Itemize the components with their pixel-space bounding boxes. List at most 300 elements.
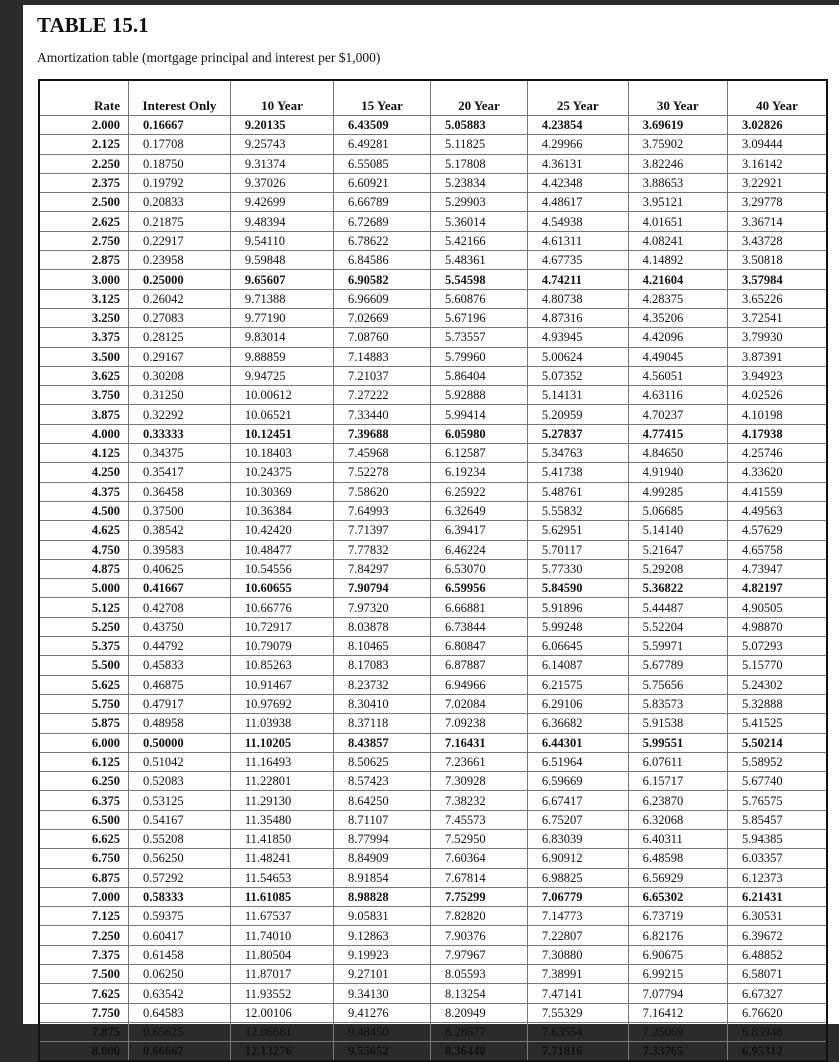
value-cell: 11.22801 [230, 772, 333, 791]
value-cell: 3.22921 [728, 173, 827, 192]
rate-cell: 7.500 [39, 965, 128, 984]
value-cell: 8.03878 [334, 617, 431, 636]
value-cell: 8.17083 [334, 656, 431, 675]
value-cell: 6.67327 [728, 984, 827, 1003]
value-cell: 6.90582 [334, 270, 431, 289]
value-cell: 0.21875 [128, 212, 230, 231]
rate-cell: 5.375 [39, 637, 128, 656]
value-cell: 6.95312 [728, 1042, 827, 1061]
value-cell: 7.30928 [430, 772, 527, 791]
value-cell: 10.85263 [230, 656, 333, 675]
rate-cell: 2.375 [39, 173, 128, 192]
value-cell: 3.95121 [628, 193, 727, 212]
value-cell: 6.78622 [334, 231, 431, 250]
value-cell: 0.63542 [128, 984, 230, 1003]
rate-cell: 7.000 [39, 887, 128, 906]
value-cell: 10.12451 [230, 424, 333, 443]
value-cell: 9.05831 [334, 907, 431, 926]
value-cell: 4.99285 [628, 482, 727, 501]
rate-cell: 4.750 [39, 540, 128, 559]
value-cell: 4.84650 [628, 444, 727, 463]
table-row [39, 579, 827, 598]
value-cell: 7.45968 [334, 444, 431, 463]
value-cell: 0.16667 [128, 116, 230, 135]
rate-cell: 5.500 [39, 656, 128, 675]
value-cell: 7.07794 [628, 984, 727, 1003]
value-cell: 5.84590 [527, 579, 628, 598]
rate-cell: 6.125 [39, 752, 128, 771]
value-cell: 6.48852 [728, 945, 827, 964]
value-cell: 11.03938 [230, 714, 333, 733]
value-cell: 5.29903 [430, 193, 527, 212]
value-cell: 9.27101 [334, 965, 431, 984]
value-cell: 11.93552 [230, 984, 333, 1003]
value-cell: 6.96609 [334, 289, 431, 308]
value-cell: 6.43509 [334, 116, 431, 135]
value-cell: 5.55832 [527, 501, 628, 520]
value-cell: 5.60876 [430, 289, 527, 308]
rate-cell: 4.250 [39, 463, 128, 482]
value-cell: 5.99248 [527, 617, 628, 636]
table-row [39, 405, 827, 424]
value-cell: 3.57984 [728, 270, 827, 289]
value-cell: 5.58952 [728, 752, 827, 771]
value-cell: 0.18750 [128, 154, 230, 173]
value-cell: 4.90505 [728, 598, 827, 617]
rate-cell: 5.875 [39, 714, 128, 733]
value-cell: 5.21647 [628, 540, 727, 559]
value-cell: 12.06681 [230, 1022, 333, 1041]
value-cell: 5.36014 [430, 212, 527, 231]
value-cell: 6.25922 [430, 482, 527, 501]
table-row [39, 849, 827, 868]
rate-cell: 6.250 [39, 772, 128, 791]
value-cell: 9.55652 [334, 1042, 431, 1061]
value-cell: 5.07293 [728, 637, 827, 656]
value-cell: 7.16431 [430, 733, 527, 752]
value-cell: 10.18403 [230, 444, 333, 463]
table-row [39, 193, 827, 212]
value-cell: 5.70117 [527, 540, 628, 559]
table-row [39, 772, 827, 791]
value-cell: 5.59971 [628, 637, 727, 656]
value-cell: 0.25000 [128, 270, 230, 289]
value-cell: 6.59669 [527, 772, 628, 791]
value-cell: 3.36714 [728, 212, 827, 231]
value-cell: 10.60655 [230, 579, 333, 598]
value-cell: 7.52950 [430, 829, 527, 848]
table-row [39, 540, 827, 559]
value-cell: 6.83039 [527, 829, 628, 848]
value-cell: 6.67417 [527, 791, 628, 810]
value-cell: 5.92888 [430, 386, 527, 405]
value-cell: 0.59375 [128, 907, 230, 926]
value-cell: 4.35206 [628, 308, 727, 327]
value-cell: 6.36682 [527, 714, 628, 733]
value-cell: 6.39417 [430, 521, 527, 540]
value-cell: 7.30880 [527, 945, 628, 964]
table-row [39, 366, 827, 385]
value-cell: 7.90794 [334, 579, 431, 598]
value-cell: 5.75656 [628, 675, 727, 694]
value-cell: 3.65226 [728, 289, 827, 308]
rate-cell: 5.250 [39, 617, 128, 636]
value-cell: 8.10465 [334, 637, 431, 656]
value-cell: 10.48477 [230, 540, 333, 559]
rate-cell: 4.125 [39, 444, 128, 463]
table-row [39, 733, 827, 752]
value-cell: 3.88653 [628, 173, 727, 192]
table-row [39, 501, 827, 520]
value-cell: 9.65607 [230, 270, 333, 289]
value-cell: 4.98870 [728, 617, 827, 636]
value-cell: 6.99215 [628, 965, 727, 984]
value-cell: 6.44301 [527, 733, 628, 752]
value-cell: 6.14087 [527, 656, 628, 675]
value-cell: 4.01651 [628, 212, 727, 231]
value-cell: 8.84909 [334, 849, 431, 868]
rate-cell: 2.500 [39, 193, 128, 212]
value-cell: 0.23958 [128, 251, 230, 270]
rate-cell: 5.000 [39, 579, 128, 598]
value-cell: 3.87391 [728, 347, 827, 366]
value-cell: 7.06779 [527, 887, 628, 906]
value-cell: 9.88859 [230, 347, 333, 366]
table-row [39, 231, 827, 250]
value-cell: 5.67196 [430, 308, 527, 327]
value-cell: 8.23732 [334, 675, 431, 694]
value-cell: 0.44792 [128, 637, 230, 656]
rate-cell: 2.750 [39, 231, 128, 250]
value-cell: 3.75902 [628, 135, 727, 154]
value-cell: 0.52083 [128, 772, 230, 791]
value-cell: 4.82197 [728, 579, 827, 598]
table-subtitle: Amortization table (mortgage principal and interest per $1,000) [37, 50, 381, 65]
table-row [39, 308, 827, 327]
value-cell: 4.02526 [728, 386, 827, 405]
rate-cell: 6.375 [39, 791, 128, 810]
value-cell: 6.21575 [527, 675, 628, 694]
column-header: 15 Year [334, 80, 431, 116]
value-cell: 6.87887 [430, 656, 527, 675]
value-cell: 5.32888 [728, 694, 827, 713]
value-cell: 4.42096 [628, 328, 727, 347]
value-cell: 11.16493 [230, 752, 333, 771]
value-cell: 4.67735 [527, 251, 628, 270]
value-cell: 7.02669 [334, 308, 431, 327]
value-cell: 10.06521 [230, 405, 333, 424]
rate-cell: 5.750 [39, 694, 128, 713]
value-cell: 9.19923 [334, 945, 431, 964]
rate-cell: 7.625 [39, 984, 128, 1003]
value-cell: 6.59956 [430, 579, 527, 598]
rate-cell: 4.500 [39, 501, 128, 520]
value-cell: 9.48394 [230, 212, 333, 231]
value-cell: 10.66776 [230, 598, 333, 617]
value-cell: 6.46224 [430, 540, 527, 559]
value-cell: 4.48617 [527, 193, 628, 212]
value-cell: 6.72689 [334, 212, 431, 231]
value-cell: 10.54556 [230, 559, 333, 578]
value-cell: 9.42699 [230, 193, 333, 212]
table-row [39, 386, 827, 405]
value-cell: 0.57292 [128, 868, 230, 887]
value-cell: 0.17708 [128, 135, 230, 154]
value-cell: 4.65758 [728, 540, 827, 559]
value-cell: 7.02084 [430, 694, 527, 713]
value-cell: 5.27837 [527, 424, 628, 443]
rate-cell: 3.250 [39, 308, 128, 327]
value-cell: 5.34763 [527, 444, 628, 463]
value-cell: 7.77832 [334, 540, 431, 559]
value-cell: 7.63554 [527, 1022, 628, 1041]
value-cell: 5.23834 [430, 173, 527, 192]
value-cell: 9.20135 [230, 116, 333, 135]
rate-cell: 7.750 [39, 1003, 128, 1022]
table-row [39, 945, 827, 964]
value-cell: 4.73947 [728, 559, 827, 578]
value-cell: 11.80504 [230, 945, 333, 964]
value-cell: 10.30369 [230, 482, 333, 501]
value-cell: 0.19792 [128, 173, 230, 192]
value-cell: 4.93945 [527, 328, 628, 347]
value-cell: 7.14773 [527, 907, 628, 926]
column-header: 10 Year [230, 80, 333, 116]
value-cell: 9.59848 [230, 251, 333, 270]
value-cell: 7.84297 [334, 559, 431, 578]
rate-cell: 3.875 [39, 405, 128, 424]
value-cell: 11.10205 [230, 733, 333, 752]
value-cell: 6.51964 [527, 752, 628, 771]
value-cell: 4.74211 [527, 270, 628, 289]
value-cell: 7.14883 [334, 347, 431, 366]
table-row [39, 887, 827, 906]
value-cell: 8.91854 [334, 868, 431, 887]
value-cell: 7.75299 [430, 887, 527, 906]
value-cell: 7.67814 [430, 868, 527, 887]
value-cell: 6.19234 [430, 463, 527, 482]
value-cell: 0.41667 [128, 579, 230, 598]
rate-cell: 6.500 [39, 810, 128, 829]
value-cell: 0.43750 [128, 617, 230, 636]
table-row [39, 463, 827, 482]
value-cell: 4.25746 [728, 444, 827, 463]
value-cell: 7.90376 [430, 926, 527, 945]
value-cell: 0.29167 [128, 347, 230, 366]
value-cell: 5.62951 [527, 521, 628, 540]
value-cell: 8.05593 [430, 965, 527, 984]
table-row [39, 965, 827, 984]
value-cell: 0.20833 [128, 193, 230, 212]
value-cell: 9.37026 [230, 173, 333, 192]
value-cell: 9.71388 [230, 289, 333, 308]
value-cell: 7.22807 [527, 926, 628, 945]
value-cell: 10.36384 [230, 501, 333, 520]
rate-cell: 5.125 [39, 598, 128, 617]
table-row [39, 424, 827, 443]
table-row [39, 251, 827, 270]
value-cell: 4.70237 [628, 405, 727, 424]
value-cell: 11.61085 [230, 887, 333, 906]
value-cell: 5.83573 [628, 694, 727, 713]
value-cell: 4.23854 [527, 116, 628, 135]
table-row [39, 926, 827, 945]
value-cell: 5.79960 [430, 347, 527, 366]
table-row [39, 637, 827, 656]
rate-cell: 4.000 [39, 424, 128, 443]
value-cell: 5.41525 [728, 714, 827, 733]
value-cell: 6.90912 [527, 849, 628, 868]
value-cell: 7.55329 [527, 1003, 628, 1022]
value-cell: 0.40625 [128, 559, 230, 578]
value-cell: 6.90675 [628, 945, 727, 964]
value-cell: 4.49045 [628, 347, 727, 366]
value-cell: 4.28375 [628, 289, 727, 308]
value-cell: 6.76620 [728, 1003, 827, 1022]
value-cell: 5.67789 [628, 656, 727, 675]
rate-cell: 3.625 [39, 366, 128, 385]
value-cell: 6.40311 [628, 829, 727, 848]
value-cell: 5.07352 [527, 366, 628, 385]
value-cell: 0.38542 [128, 521, 230, 540]
value-cell: 7.97320 [334, 598, 431, 617]
value-cell: 3.29778 [728, 193, 827, 212]
table-row [39, 212, 827, 231]
value-cell: 0.58333 [128, 887, 230, 906]
value-cell: 6.75207 [527, 810, 628, 829]
value-cell: 6.80847 [430, 637, 527, 656]
value-cell: 0.31250 [128, 386, 230, 405]
value-cell: 5.94385 [728, 829, 827, 848]
value-cell: 6.98825 [527, 868, 628, 887]
table-row [39, 173, 827, 192]
value-cell: 8.64250 [334, 791, 431, 810]
value-cell: 0.61458 [128, 945, 230, 964]
value-cell: 8.20949 [430, 1003, 527, 1022]
value-cell: 3.02826 [728, 116, 827, 135]
value-cell: 6.82176 [628, 926, 727, 945]
value-cell: 4.29966 [527, 135, 628, 154]
value-cell: 7.38232 [430, 791, 527, 810]
rate-cell: 2.125 [39, 135, 128, 154]
value-cell: 5.52204 [628, 617, 727, 636]
value-cell: 8.36440 [430, 1042, 527, 1061]
table-row [39, 598, 827, 617]
value-cell: 4.61311 [527, 231, 628, 250]
value-cell: 7.82820 [430, 907, 527, 926]
value-cell: 0.42708 [128, 598, 230, 617]
table-row [39, 270, 827, 289]
value-cell: 7.45573 [430, 810, 527, 829]
value-cell: 0.27083 [128, 308, 230, 327]
table-row [39, 714, 827, 733]
value-cell: 5.67740 [728, 772, 827, 791]
value-cell: 3.16142 [728, 154, 827, 173]
value-cell: 4.10198 [728, 405, 827, 424]
value-cell: 6.66789 [334, 193, 431, 212]
value-cell: 7.47141 [527, 984, 628, 1003]
value-cell: 8.43857 [334, 733, 431, 752]
table-row [39, 1042, 827, 1061]
rate-cell: 2.000 [39, 116, 128, 135]
value-cell: 0.22917 [128, 231, 230, 250]
table-row [39, 347, 827, 366]
value-cell: 7.33765 [628, 1042, 727, 1061]
value-cell: 6.30531 [728, 907, 827, 926]
table-row [39, 135, 827, 154]
value-cell: 0.06250 [128, 965, 230, 984]
value-cell: 9.34130 [334, 984, 431, 1003]
value-cell: 5.91538 [628, 714, 727, 733]
table-row [39, 521, 827, 540]
column-header: 20 Year [430, 80, 527, 116]
rate-cell: 7.875 [39, 1022, 128, 1041]
value-cell: 8.98828 [334, 887, 431, 906]
value-cell: 6.32649 [430, 501, 527, 520]
value-cell: 8.50625 [334, 752, 431, 771]
rate-cell: 6.000 [39, 733, 128, 752]
value-cell: 11.29130 [230, 791, 333, 810]
rate-cell: 4.875 [39, 559, 128, 578]
value-cell: 3.79930 [728, 328, 827, 347]
value-cell: 10.00612 [230, 386, 333, 405]
value-cell: 11.87017 [230, 965, 333, 984]
value-cell: 5.76575 [728, 791, 827, 810]
value-cell: 9.25743 [230, 135, 333, 154]
value-cell: 4.33620 [728, 463, 827, 482]
value-cell: 5.54598 [430, 270, 527, 289]
value-cell: 4.08241 [628, 231, 727, 250]
rate-cell: 3.125 [39, 289, 128, 308]
column-header: 30 Year [628, 80, 727, 116]
value-cell: 5.50214 [728, 733, 827, 752]
value-cell: 5.20959 [527, 405, 628, 424]
value-cell: 6.23870 [628, 791, 727, 810]
table-row [39, 907, 827, 926]
rate-cell: 6.625 [39, 829, 128, 848]
value-cell: 6.60921 [334, 173, 431, 192]
value-cell: 5.99551 [628, 733, 727, 752]
value-cell: 9.41276 [334, 1003, 431, 1022]
value-cell: 6.94966 [430, 675, 527, 694]
document-page [23, 5, 839, 1059]
value-cell: 5.77330 [527, 559, 628, 578]
value-cell: 9.94725 [230, 366, 333, 385]
header-row [39, 80, 827, 116]
value-cell: 8.71107 [334, 810, 431, 829]
value-cell: 0.45833 [128, 656, 230, 675]
rate-cell: 8.000 [39, 1042, 128, 1061]
value-cell: 5.91896 [527, 598, 628, 617]
value-cell: 0.33333 [128, 424, 230, 443]
value-cell: 0.50000 [128, 733, 230, 752]
value-cell: 4.41559 [728, 482, 827, 501]
value-cell: 5.41738 [527, 463, 628, 482]
rate-cell: 6.875 [39, 868, 128, 887]
value-cell: 5.00624 [527, 347, 628, 366]
value-cell: 5.17808 [430, 154, 527, 173]
value-cell: 6.21431 [728, 887, 827, 906]
value-cell: 5.15770 [728, 656, 827, 675]
table-title: TABLE 15.1 [37, 13, 149, 37]
rate-cell: 2.625 [39, 212, 128, 231]
value-cell: 3.50818 [728, 251, 827, 270]
value-cell: 3.82246 [628, 154, 727, 173]
value-cell: 4.54938 [527, 212, 628, 231]
value-cell: 3.72541 [728, 308, 827, 327]
value-cell: 6.73719 [628, 907, 727, 926]
table-row [39, 559, 827, 578]
